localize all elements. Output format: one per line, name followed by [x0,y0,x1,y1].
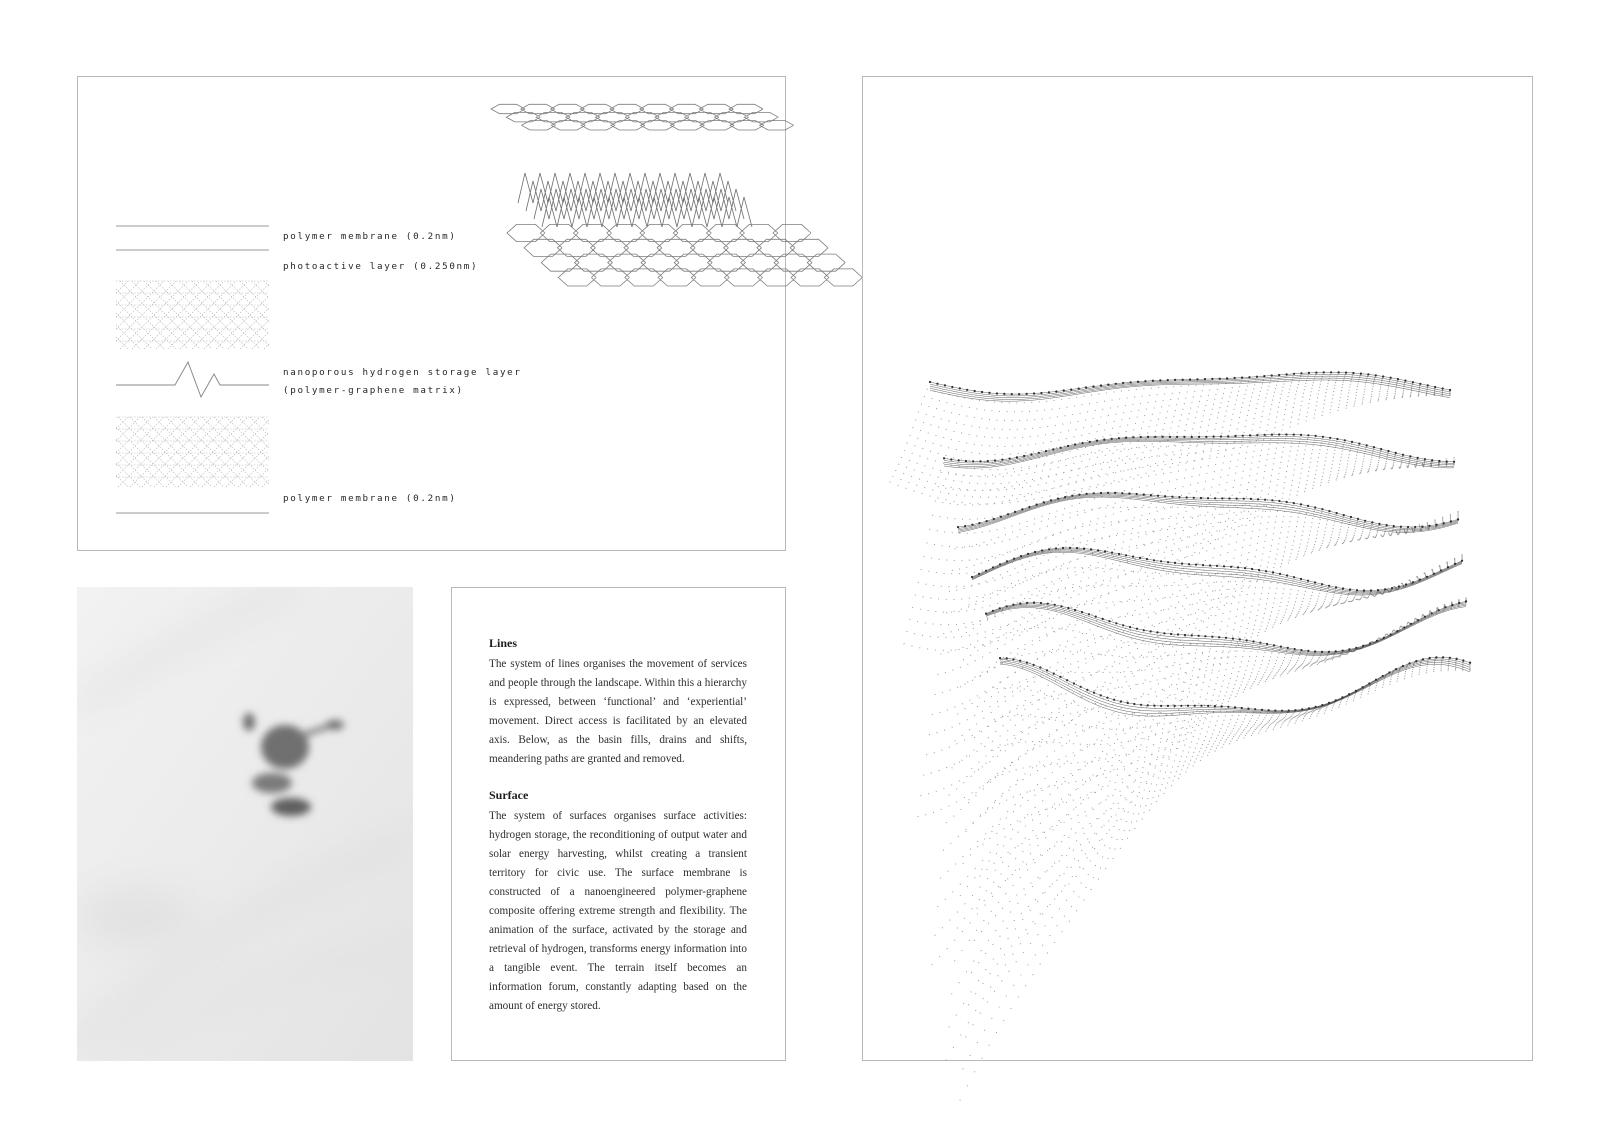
photoactive-lattice [116,281,269,349]
label-storage-matrix: (polymer-graphene matrix) [283,385,464,396]
graphene-folded-sheet [518,173,752,227]
label-polymer-membrane-top: polymer membrane (0.2nm) [283,231,457,242]
figure-photograph [77,587,413,1061]
surface-heading: Surface [489,788,529,802]
wave-mesh [890,372,1470,1100]
label-photoactive-layer: photoactive layer (0.250nm) [283,261,479,272]
graphene-sheet-top [491,104,794,130]
photo-image [77,587,413,1061]
lines-paragraph: The system of lines organises the movement of services and people through the landscape. Within this a hierarchy is expressed, between ‘functional’ and ‘experiential’ movement. Direct access is facilitated by an elevated axis. Below, as the basin fills, drains and shifts, meandering paths are granted and removed. [489,658,747,765]
label-polymer-membrane-bottom: polymer membrane (0.2nm) [283,493,457,504]
lines-heading: Lines [489,636,518,650]
surface-wave-drawing [862,76,1533,1061]
membrane-layers-drawing [78,77,787,552]
wave-surfaces [863,77,1534,1062]
surface-paragraph: The system of surfaces organises surface activities: hydrogen storage, the reconditioning of output water and solar energy harvesting, whilst creating a transient territory for civic use. The surface membrane is constructed of a nanoengineered polymer-graphene composite offering extreme strength and flexibility. The animation of the surface, activated by the storage and retrieval of hydrogen, transforms energy information into a tangible event. The terrain itself becomes an information forum, constantly adapting based on the amount of energy stored. [489,810,747,1012]
text-panel [451,587,786,1061]
storage-lattice [116,417,269,487]
membrane-layers-diagram [77,76,786,551]
label-storage-layer: nanoporous hydrogen storage layer [283,367,522,378]
graphene-sheet-bottom [507,224,862,286]
